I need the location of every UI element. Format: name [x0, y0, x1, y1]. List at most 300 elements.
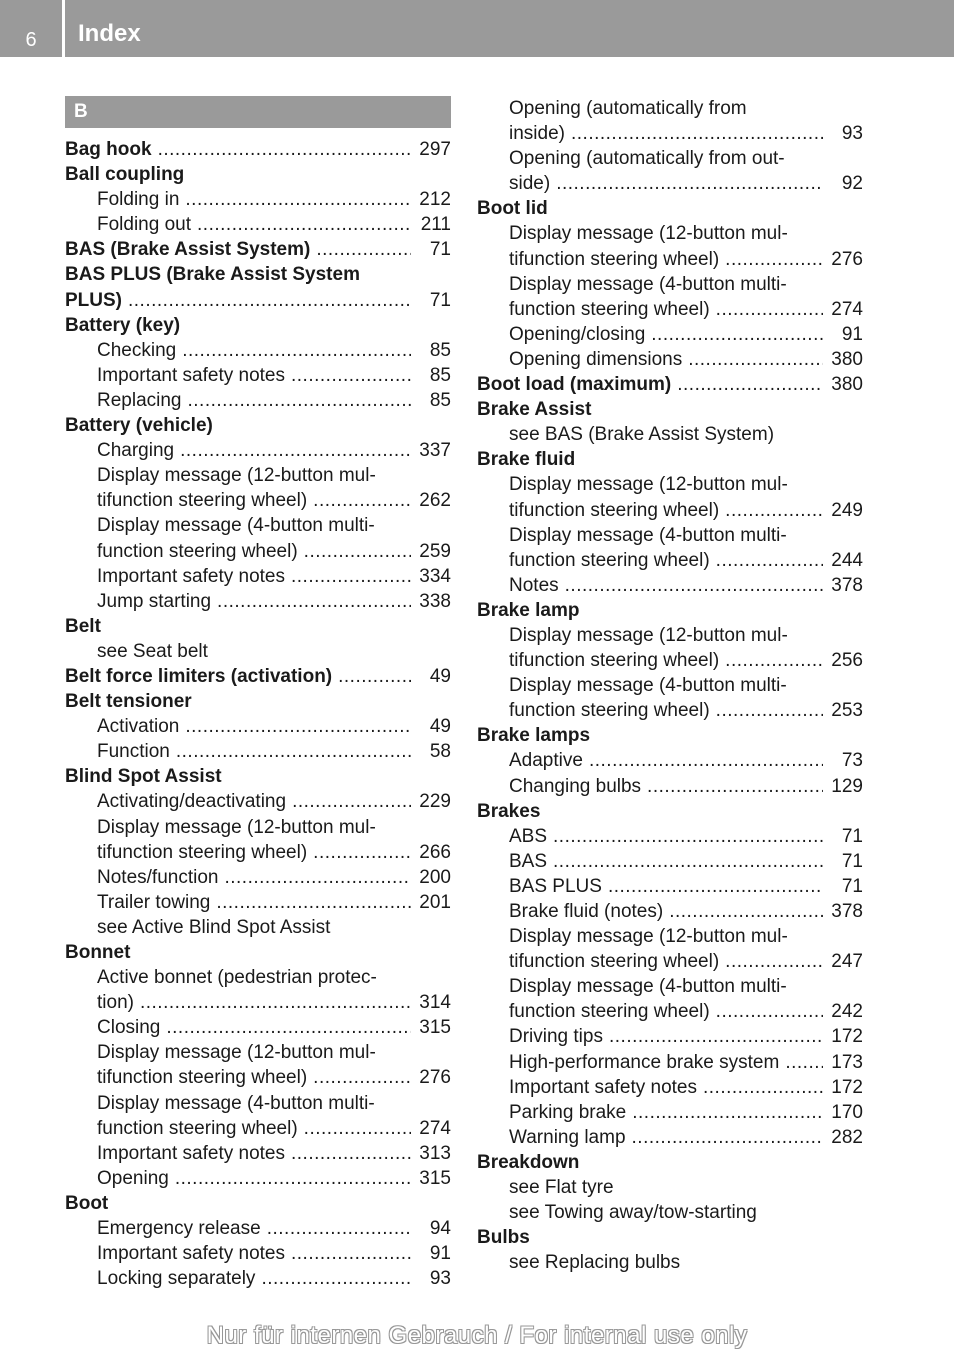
leader-dots — [332, 664, 411, 689]
leader-dots — [583, 748, 823, 773]
entry-text: Important safety notes — [509, 1076, 697, 1098]
entry-text: function steering wheel) — [509, 1001, 710, 1023]
leader-dots — [307, 840, 411, 865]
leader-dots — [285, 564, 411, 589]
entry-text: Opening/closing — [509, 323, 646, 345]
index-entry — [65, 739, 451, 764]
entry-text: Driving tips — [509, 1026, 603, 1048]
index-heading — [477, 723, 863, 748]
leader-dots — [182, 388, 412, 413]
index-heading — [477, 799, 863, 824]
index-heading — [477, 196, 863, 221]
leader-dots — [641, 774, 823, 799]
page-reference: 172 — [831, 1026, 863, 1048]
index-entry — [65, 1141, 451, 1166]
leader-dots — [626, 1125, 823, 1150]
page-reference: 334 — [419, 565, 451, 587]
entry-text: Display message (4-button multi- — [509, 976, 787, 998]
index-entry — [65, 890, 451, 915]
index-entry-line — [477, 924, 863, 949]
page-reference: 262 — [419, 490, 451, 512]
index-entry — [477, 1125, 863, 1150]
section-letter-header: B — [65, 96, 451, 128]
index-entry-line — [477, 523, 863, 548]
page-reference: 200 — [419, 866, 451, 888]
index-heading — [65, 413, 451, 438]
leader-dots — [160, 1015, 411, 1040]
index-entry-line — [65, 815, 451, 840]
entry-text: Display message (12-button mul- — [509, 926, 788, 948]
entry-text: Locking separately — [97, 1268, 256, 1290]
entry-text: see Replacing bulbs — [509, 1252, 681, 1274]
index-entry — [477, 297, 863, 322]
entry-text: Display message (12-button mul- — [97, 1042, 376, 1064]
index-heading — [65, 162, 451, 187]
leader-dots — [152, 137, 411, 162]
index-entry — [65, 589, 451, 614]
page-reference: 92 — [841, 173, 863, 195]
entry-text: see Active Blind Spot Assist — [97, 916, 331, 938]
leader-dots — [179, 714, 411, 739]
entry-text: Belt — [65, 615, 101, 637]
internal-use-watermark: Nur für internen Gebrauch / For internal use only — [206, 1322, 748, 1349]
page-reference: 91 — [429, 1243, 451, 1265]
leader-dots — [298, 1116, 411, 1141]
page-reference: 94 — [429, 1218, 451, 1240]
page-reference: 259 — [419, 540, 451, 562]
entry-text: Replacing — [97, 389, 182, 411]
leader-dots — [682, 347, 823, 372]
page-reference: 266 — [419, 841, 451, 863]
page-reference: 85 — [429, 389, 451, 411]
index-heading — [65, 313, 451, 338]
index-entry — [65, 840, 451, 865]
entry-text: Important safety notes — [97, 565, 285, 587]
leader-dots — [710, 297, 823, 322]
page-reference: 71 — [841, 825, 863, 847]
page-number: 6 — [25, 29, 37, 51]
index-entry — [65, 990, 451, 1015]
leader-dots — [176, 338, 411, 363]
entry-text: Bulbs — [477, 1227, 530, 1249]
entry-text: Parking brake — [509, 1101, 627, 1123]
entry-text: Brake fluid — [477, 449, 576, 471]
entry-text: Display message (12-button mul- — [97, 465, 376, 487]
leader-dots — [719, 949, 823, 974]
page-reference: 212 — [419, 189, 451, 211]
entry-text: tifunction steering wheel) — [97, 841, 308, 863]
leader-dots — [218, 865, 411, 890]
index-entry-line — [65, 1040, 451, 1065]
entry-text: Opening — [97, 1167, 169, 1189]
page-reference: 71 — [841, 850, 863, 872]
page-reference: 380 — [831, 348, 863, 370]
index-entry — [477, 1024, 863, 1049]
index-entry — [65, 714, 451, 739]
index-entry-line — [477, 96, 863, 121]
entry-text: Adaptive — [509, 750, 583, 772]
header-bar — [0, 0, 954, 57]
entry-text: Bag hook — [65, 139, 152, 160]
page-reference: 93 — [429, 1268, 451, 1290]
entry-text: BAS PLUS — [509, 875, 602, 897]
page-reference: 253 — [831, 700, 863, 722]
entry-text: Display message (12-button mul- — [509, 223, 788, 245]
index-heading — [65, 940, 451, 965]
leader-dots — [550, 171, 823, 196]
index-entry — [477, 1075, 863, 1100]
page-reference: 378 — [831, 574, 863, 596]
header-divider — [62, 0, 65, 57]
leader-dots — [310, 237, 411, 262]
leader-dots — [547, 824, 823, 849]
index-entry — [65, 1241, 451, 1266]
index-entry — [477, 548, 863, 573]
leader-dots — [285, 1241, 411, 1266]
page-reference: 256 — [831, 650, 863, 672]
index-heading — [477, 397, 863, 422]
page-reference: 276 — [419, 1067, 451, 1089]
page-reference: 338 — [419, 590, 451, 612]
entry-text: function steering wheel) — [97, 540, 298, 562]
entry-text: Bonnet — [65, 942, 131, 963]
entry-text: Brake Assist — [477, 399, 592, 421]
entry-text: Display message (12-button mul- — [97, 816, 376, 838]
leader-dots — [210, 890, 411, 915]
entry-text: BAS (Brake Assist System) — [65, 239, 311, 261]
index-entry-line — [477, 1200, 863, 1225]
entry-text: see BAS (Brake Assist System) — [509, 424, 775, 446]
entry-text: Important safety notes — [97, 1142, 285, 1164]
entry-text: Ball coupling — [65, 164, 185, 186]
entry-text: tion) — [97, 992, 134, 1014]
entry-text: see Seat belt — [97, 640, 208, 662]
leader-dots — [307, 488, 411, 513]
page-reference: 276 — [831, 248, 863, 270]
entry-text: Folding in — [97, 189, 180, 211]
leader-dots — [169, 1166, 411, 1191]
page-reference: 58 — [429, 741, 451, 763]
entry-text: tifunction steering wheel) — [509, 650, 720, 672]
index-entry — [65, 1015, 451, 1040]
page-reference: 73 — [841, 750, 863, 772]
entry-text: Brake lamp — [477, 599, 580, 621]
entry-text: Opening (automatically from out- — [509, 148, 785, 170]
leader-dots — [602, 874, 823, 899]
leader-dots — [122, 288, 411, 313]
leader-dots — [565, 121, 823, 146]
index-entry-line — [477, 673, 863, 698]
index-column-left — [65, 96, 451, 1291]
index-entry-line — [65, 965, 451, 990]
leader-dots — [626, 1100, 823, 1125]
index-entry — [65, 488, 451, 513]
page-reference: 274 — [831, 298, 863, 320]
index-entry-line — [477, 974, 863, 999]
page-reference: 211 — [420, 214, 451, 236]
index-entry-line — [477, 221, 863, 246]
page-reference: 129 — [831, 775, 863, 797]
page-reference: 71 — [841, 875, 863, 897]
index-entry — [65, 865, 451, 890]
entry-text: Belt force limiters (activation) — [65, 665, 333, 687]
entry-text: Important safety notes — [97, 364, 285, 386]
index-heading — [65, 614, 451, 639]
leader-dots — [710, 548, 823, 573]
entry-text: tifunction steering wheel) — [509, 951, 720, 973]
page-reference: 170 — [831, 1101, 863, 1123]
entry-text: BAS — [509, 850, 548, 872]
leader-dots — [671, 372, 823, 397]
entry-text: Jump starting — [97, 590, 212, 612]
page-reference: 201 — [419, 891, 451, 913]
page-reference: 297 — [419, 139, 451, 160]
entry-text: Brakes — [477, 800, 541, 822]
page-reference: 93 — [841, 123, 863, 145]
page-reference: 315 — [419, 1017, 451, 1039]
index-entry — [65, 137, 451, 162]
leader-dots — [719, 498, 823, 523]
entry-text: Trailer towing — [97, 891, 211, 913]
index-heading — [65, 1191, 451, 1216]
entry-text: Activation — [97, 716, 180, 738]
entry-text: Function — [97, 741, 170, 763]
index-entry — [477, 774, 863, 799]
entry-text: tifunction steering wheel) — [97, 490, 308, 512]
page-reference: 71 — [429, 239, 451, 261]
leader-dots — [307, 1065, 411, 1090]
index-entry — [65, 438, 451, 463]
leader-dots — [211, 589, 411, 614]
index-heading — [477, 1225, 863, 1250]
entry-text: Opening (automatically from — [509, 98, 747, 119]
index-heading — [477, 447, 863, 472]
page-reference: 49 — [429, 716, 451, 738]
index-entry — [65, 1116, 451, 1141]
index-entry-line — [477, 146, 863, 171]
index-entry-line — [65, 463, 451, 488]
index-entry — [477, 849, 863, 874]
index-entry — [477, 121, 863, 146]
entry-text: Notes — [509, 574, 559, 596]
index-heading — [65, 764, 451, 789]
index-entry — [477, 824, 863, 849]
leader-dots — [559, 573, 823, 598]
page-reference: 314 — [419, 992, 451, 1014]
page-reference: 378 — [831, 901, 863, 922]
entry-text: Checking — [97, 339, 177, 361]
entry-text: Warning lamp — [509, 1126, 626, 1148]
entry-text: Boot — [65, 1192, 109, 1214]
index-entry-line — [65, 513, 451, 538]
index-entry-line — [65, 639, 451, 664]
page-title: Index — [78, 20, 141, 47]
leader-dots — [779, 1050, 823, 1075]
page-reference: 85 — [429, 364, 451, 386]
page-reference: 313 — [419, 1142, 451, 1164]
leader-dots — [719, 247, 823, 272]
index-entry — [477, 498, 863, 523]
index-entry-line — [65, 915, 451, 940]
entry-text: see Towing away/tow-starting — [509, 1202, 757, 1224]
entry-text: Boot lid — [477, 198, 548, 220]
entry-text: PLUS) — [65, 289, 122, 311]
index-entry — [477, 748, 863, 773]
index-entry — [477, 171, 863, 196]
entry-text: function steering wheel) — [509, 700, 710, 722]
entry-text: Battery (key) — [65, 314, 181, 336]
index-entry — [65, 1166, 451, 1191]
index-heading — [477, 1150, 863, 1175]
index-entry — [477, 999, 863, 1024]
index-entry — [65, 564, 451, 589]
entry-text: Closing — [97, 1017, 161, 1039]
entry-text: Display message (4-button multi- — [509, 524, 787, 546]
index-entry — [65, 1266, 451, 1291]
index-entry — [477, 1100, 863, 1125]
leader-dots — [174, 438, 411, 463]
index-entry — [65, 539, 451, 564]
index-entry — [477, 247, 863, 272]
page-reference: 274 — [419, 1117, 451, 1139]
leader-dots — [134, 990, 411, 1015]
entry-text: Display message (12-button mul- — [509, 474, 788, 496]
index-entry — [65, 388, 451, 413]
entry-text: Battery (vehicle) — [65, 415, 213, 437]
entry-text: Emergency release — [97, 1218, 261, 1240]
entry-text: Display message (4-button multi- — [97, 1092, 375, 1114]
page-reference: 249 — [831, 499, 863, 521]
page-reference: 380 — [831, 374, 863, 396]
index-entry — [477, 573, 863, 598]
page-reference: 49 — [429, 665, 451, 687]
leader-dots — [697, 1075, 823, 1100]
index-entry-line — [65, 1091, 451, 1116]
entry-text: tifunction steering wheel) — [509, 499, 720, 521]
index-entry-line — [477, 1250, 863, 1275]
page-reference: 71 — [429, 289, 451, 311]
index-entry-line — [477, 472, 863, 497]
index-entry — [65, 1216, 451, 1241]
index-entry-line — [477, 1175, 863, 1200]
entry-text: Display message (12-button mul- — [509, 624, 788, 646]
index-entry — [65, 664, 451, 689]
entry-text: Changing bulbs — [509, 775, 642, 797]
entry-text: Charging — [97, 440, 175, 462]
leader-dots — [710, 698, 823, 723]
index-entry — [65, 237, 451, 262]
entry-text: Display message (4-button multi- — [509, 675, 787, 697]
index-entry — [477, 949, 863, 974]
entry-text: Active bonnet (pedestrian protec- — [97, 967, 377, 989]
page-reference: 91 — [841, 323, 863, 345]
leader-dots — [719, 648, 823, 673]
index-heading — [477, 598, 863, 623]
index-column-right — [477, 96, 863, 1275]
entry-text: Opening dimensions — [509, 348, 683, 370]
page-reference: 173 — [831, 1051, 863, 1073]
entry-text: Belt tensioner — [65, 691, 192, 713]
page-reference: 229 — [419, 791, 451, 813]
entry-text: function steering wheel) — [509, 298, 710, 320]
leader-dots — [286, 789, 411, 814]
entry-text: Important safety notes — [97, 1243, 285, 1265]
page-reference: 172 — [831, 1076, 863, 1098]
index-entry — [65, 1065, 451, 1090]
entry-text: function steering wheel) — [97, 1117, 298, 1139]
index-entry — [65, 338, 451, 363]
index-entry-line — [477, 422, 863, 447]
page-reference: 247 — [831, 951, 863, 973]
entry-text: Activating/deactivating — [97, 791, 287, 813]
leader-dots — [663, 899, 823, 924]
index-entry — [65, 363, 451, 388]
page-reference: 244 — [831, 549, 863, 571]
leader-dots — [710, 999, 823, 1024]
index-entry — [477, 899, 863, 924]
leader-dots — [179, 187, 411, 212]
index-heading — [65, 689, 451, 714]
entry-text: Blind Spot Assist — [65, 766, 222, 788]
entry-text: tifunction steering wheel) — [97, 1067, 308, 1089]
leader-dots — [285, 363, 411, 388]
entry-text: Display message (4-button multi- — [509, 273, 787, 295]
index-entry-line — [477, 272, 863, 297]
entry-text: Notes/function — [97, 866, 219, 888]
entry-text: function steering wheel) — [509, 549, 710, 571]
leader-dots — [191, 212, 411, 237]
entry-text: inside) — [509, 123, 565, 145]
entry-text: Brake lamps — [477, 725, 591, 747]
leader-dots — [603, 1024, 823, 1049]
index-entry — [477, 648, 863, 673]
index-entry — [477, 372, 863, 397]
page-reference: 282 — [831, 1126, 863, 1148]
leader-dots — [298, 539, 411, 564]
entry-text: Display message (4-button multi- — [97, 515, 375, 537]
index-entry — [477, 322, 863, 347]
page-reference: 337 — [419, 440, 451, 462]
index-entry — [477, 1050, 863, 1075]
index-entry — [477, 698, 863, 723]
entry-text: Brake fluid (notes) — [509, 901, 664, 922]
index-heading — [65, 262, 451, 287]
page-reference: 315 — [419, 1167, 451, 1189]
leader-dots — [261, 1216, 411, 1241]
entry-text: side) — [509, 173, 551, 195]
entry-text: see Flat tyre — [509, 1177, 614, 1199]
leader-dots — [255, 1266, 411, 1291]
leader-dots — [285, 1141, 411, 1166]
entry-text: BAS PLUS (Brake Assist System — [65, 264, 360, 286]
index-entry — [65, 212, 451, 237]
entry-text: Folding out — [97, 214, 192, 236]
entry-text: Boot load (maximum) — [477, 374, 672, 396]
leader-dots — [547, 849, 823, 874]
entry-text: ABS — [509, 825, 548, 847]
index-entry-line — [477, 623, 863, 648]
index-entry — [477, 347, 863, 372]
leader-dots — [645, 322, 823, 347]
page-reference: 242 — [831, 1001, 863, 1023]
leader-dots — [170, 739, 411, 764]
index-entry — [65, 789, 451, 814]
entry-text: High-performance brake system — [509, 1051, 780, 1073]
index-entry — [65, 288, 451, 313]
page-reference: 85 — [429, 339, 451, 361]
index-entry — [477, 874, 863, 899]
entry-text: tifunction steering wheel) — [509, 248, 720, 270]
